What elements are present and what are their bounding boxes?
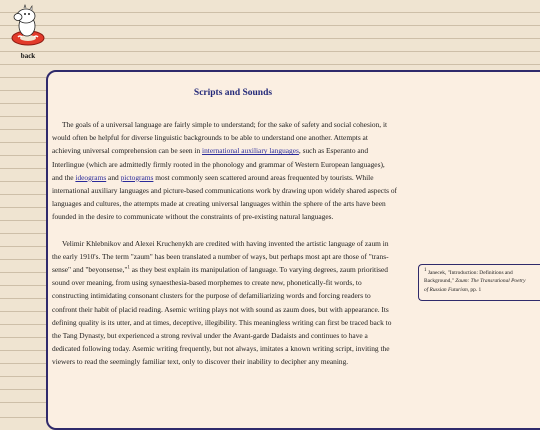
- paragraph-1-text-b: , such as Esperanto and Interlingue (which are admittedly firmly rooted in the phonology and grammar of Western European languages), and the: [52, 146, 385, 182]
- paragraph-2: [52, 237, 397, 369]
- moomin-ring-icon: [8, 4, 48, 50]
- back-label: back: [20, 52, 36, 60]
- footnote-line-1: [424, 269, 540, 277]
- paragraph-1-text-d: most commonly seen scattered around areas frequented by tourists. While international auxiliary languages and picture-based communications work by drawing upon widely shared aspects of languages and cultures, the attempts made at creating universal languages within the sphere of the arts have been founded in the desire to communicate without the constraints of pre-existing natural languages.: [52, 172, 397, 222]
- footnote-pages: , pp. 1: [467, 286, 482, 293]
- footnote-ref-1[interactable]: 1: [127, 265, 130, 271]
- link-ideograms[interactable]: ideograms: [75, 172, 107, 182]
- page-title: Scripts and Sounds: [193, 88, 273, 98]
- paragraph-1-text-a: The goals of a universal language are fairly simple to understand; for the sake of safety and social cohesion, it would often be helpful for diverse linguistic backgrounds to be able to understand one another. Attempts at achieving universal comprehension can be seen in: [52, 120, 388, 156]
- paragraph-2-text-b: as they best explain its manipulation of language. To varying degrees, zaum prioritised sound over meaning, from using synaesthesia-based morphemes to create new, phonetically-fit words, to constructing intimidating consonant clusters for the purpose of defamiliarizing words and forcing readers to confront their habit of placid reading. Asemic writing plays not with sound as zaum does, but with appearance. Its defining quality is its utter, and at times, deceptive, illegibility. This meaningless writing can first be traced back to the Tang Dynasty, but experienced a strong revival under the Avant-garde Dadaists and continues to have a dedicated following today. Asemic writing frequently, but not always, imitates a known writing script, inviting the viewers to read the seemingly familiar text, only to discover their inability to decipher any meaning.: [52, 265, 392, 367]
- link-pictograms[interactable]: pictograms: [120, 172, 154, 182]
- footnote-number: 1: [424, 268, 427, 274]
- footnote-box: [418, 264, 540, 301]
- footnote-line-3: [424, 286, 540, 294]
- paragraph-2-text-a: Velimir Khlebnikov and Alexei Kruchenykh are credited with having invented the artistic language of zaum in the early 1910's. The term "zaum" has been translated a number of ways, but perhaps most apt are those of "trans-sense" and "beyonsense,": [52, 238, 389, 275]
- article-panel: [46, 70, 540, 430]
- link-international-auxiliary-languages[interactable]: international auxiliary languages: [202, 146, 299, 156]
- footnote-text-1: Janecek, "Introduction: Definitions and: [426, 270, 513, 276]
- paragraph-1: [52, 118, 397, 224]
- footnote-text-2: Background,": [424, 278, 456, 285]
- back-button[interactable]: [6, 4, 50, 64]
- paragraph-1-text-c: and: [106, 172, 121, 182]
- footnote-source-subtitle: of Russian Futurism: [424, 286, 468, 293]
- footnote-line-2: [424, 277, 540, 285]
- footnote-source-title: Zaum: The Transrational Poetry: [455, 278, 526, 285]
- article-body: [52, 118, 397, 382]
